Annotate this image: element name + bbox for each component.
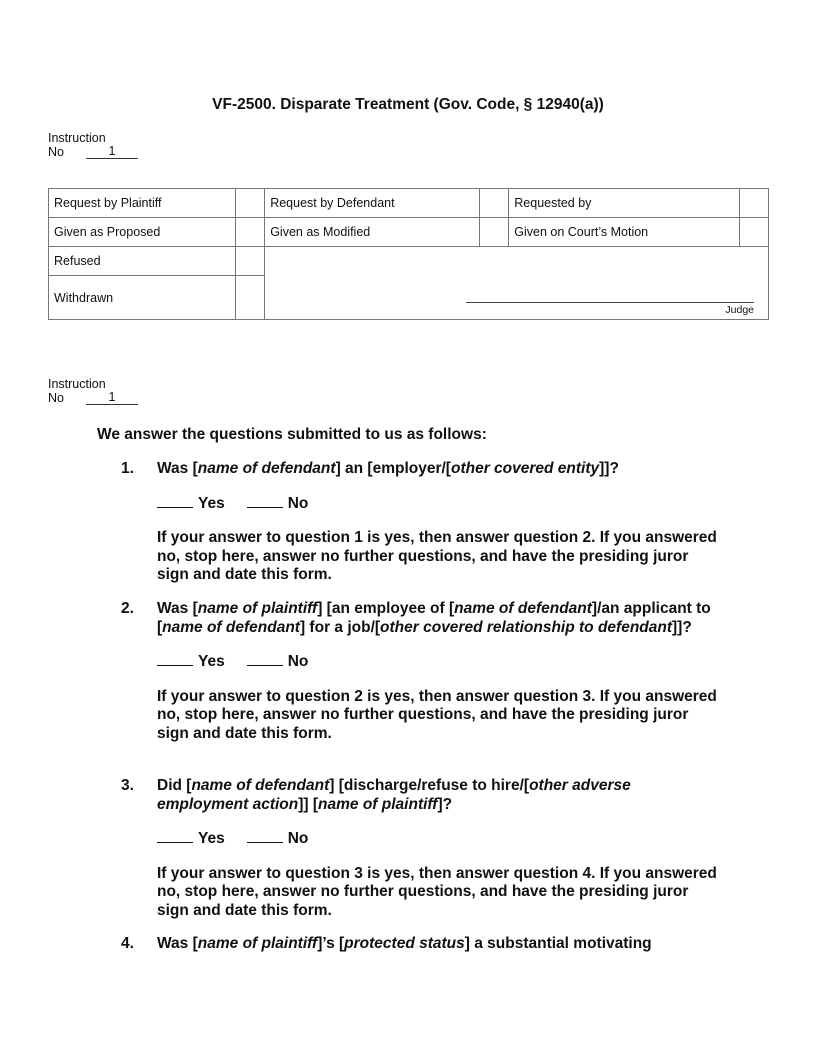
question-instruction: If your answer to question 1 is yes, then answer question 2. If you answered no, stop here, answer no further questions, and have the presiding juror sign and date this form. (157, 529, 717, 583)
instruction-label: Instruction (48, 131, 106, 145)
refused-label: Refused (49, 247, 236, 276)
instruction-label: Instruction (48, 377, 106, 391)
yes-no-answer (157, 495, 721, 514)
question-2 (121, 600, 721, 743)
refused-checkbox[interactable] (236, 247, 265, 276)
question-number: 3. (121, 777, 134, 794)
given-on-courts-motion-label: Given on Court’s Motion (509, 218, 740, 247)
instruction-number-field[interactable]: 1 (86, 145, 138, 159)
question-1 (121, 460, 721, 585)
question-number: 2. (121, 600, 134, 617)
request-by-defendant-label: Request by Defendant (265, 189, 480, 218)
no-answer-blank[interactable] (247, 507, 283, 508)
judge-label: Judge (725, 304, 754, 316)
question-number: 1. (121, 460, 134, 477)
given-as-proposed-label: Given as Proposed (49, 218, 236, 247)
judge-signature-area (265, 247, 769, 320)
instruction-number-field[interactable]: 1 (86, 391, 138, 405)
instruction-status-table (48, 188, 769, 320)
judge-signature-line[interactable] (466, 302, 754, 303)
given-as-modified-checkbox[interactable] (480, 218, 509, 247)
yes-no-answer (157, 830, 721, 849)
instruction-number-block (48, 131, 138, 159)
question-text: Was [name of defendant] an [employer/[other covered entity]]? (157, 460, 619, 477)
yes-label: Yes (198, 653, 225, 670)
no-label: No (287, 830, 309, 847)
request-by-defendant-checkbox[interactable] (480, 189, 509, 218)
requested-by-checkbox[interactable] (740, 189, 769, 218)
requested-by-label: Requested by (509, 189, 740, 218)
yes-label: Yes (198, 494, 225, 512)
yes-answer-blank[interactable] (157, 842, 193, 843)
page-title: VF-2500. Disparate Treatment (Gov. Code, § 12940(a)) (212, 96, 604, 113)
question-text: Was [name of plaintiff] [an employee of [name of defendant]/an applicant to [name of defendant] for a job/[other covered relationship to defendant]]? (157, 600, 711, 636)
question-instruction: If your answer to question 3 is yes, then answer question 4. If you answered no, stop here, answer no further questions, and have the presiding juror sign and date this form. (157, 864, 717, 919)
no-label: No (48, 145, 64, 159)
question-3 (121, 777, 721, 920)
given-on-courts-motion-checkbox[interactable] (740, 218, 769, 247)
question-text: Was [name of plaintiff]’s [protected status] a substantial motivating (157, 935, 652, 952)
instruction-number-block (48, 377, 138, 405)
withdrawn-checkbox[interactable] (236, 276, 265, 320)
question-instruction: If your answer to question 2 is yes, then answer question 3. If you answered no, stop here, answer no further questions, and have the presiding juror sign and date this form. (157, 687, 717, 742)
given-as-proposed-checkbox[interactable] (236, 218, 265, 247)
request-by-plaintiff-checkbox[interactable] (236, 189, 265, 218)
lead-text: We answer the questions submitted to us as follows: (97, 426, 487, 443)
question-text: Did [name of defendant] [discharge/refuse to hire/[other adverse employment action]] [name of plaintiff]? (157, 777, 631, 813)
no-label: No (287, 653, 309, 670)
yes-answer-blank[interactable] (157, 507, 193, 508)
yes-no-answer (157, 653, 721, 672)
yes-label: Yes (198, 830, 225, 847)
request-by-plaintiff-label: Request by Plaintiff (49, 189, 236, 218)
question-4 (121, 935, 721, 954)
no-answer-blank[interactable] (247, 842, 283, 843)
question-number: 4. (121, 935, 134, 952)
withdrawn-label: Withdrawn (49, 276, 236, 320)
given-as-modified-label: Given as Modified (265, 218, 480, 247)
no-label: No (287, 494, 309, 512)
yes-answer-blank[interactable] (157, 665, 193, 666)
no-label: No (48, 391, 64, 405)
no-answer-blank[interactable] (247, 665, 283, 666)
